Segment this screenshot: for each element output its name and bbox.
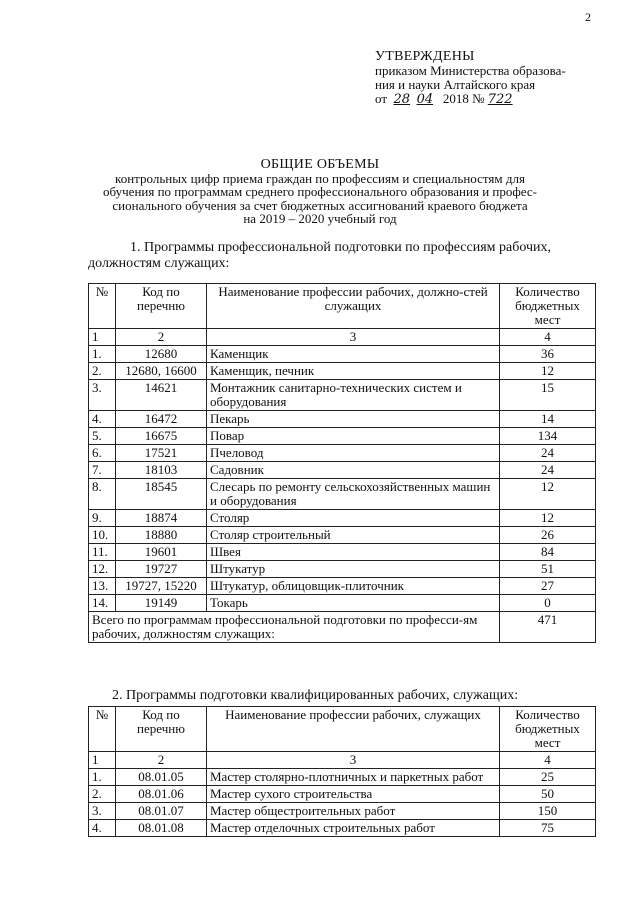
row-name: Монтажник санитарно-технических систем и оборудования: [207, 380, 500, 411]
header-cell: Количество бюджетных мест: [500, 707, 596, 752]
row-quantity: 24: [500, 462, 596, 479]
row-quantity: 12: [500, 479, 596, 510]
approval-date: [375, 92, 625, 107]
row-name: Каменщик, печник: [207, 363, 500, 380]
row-quantity: 84: [500, 544, 596, 561]
row-name: Повар: [207, 428, 500, 445]
row-name: Штукатур: [207, 561, 500, 578]
row-number: 6.: [89, 445, 116, 462]
table-row: [89, 544, 596, 561]
row-name: Штукатур, облицовщик-плиточник: [207, 578, 500, 595]
date-day: 28: [393, 92, 411, 107]
header-cell: Количество бюджетных мест: [500, 284, 596, 329]
row-code: 08.01.07: [116, 803, 207, 820]
numbering-cell: 3: [207, 329, 500, 346]
row-code: 18880: [116, 527, 207, 544]
table-row: [89, 428, 596, 445]
table-header-row: [89, 284, 596, 329]
row-quantity: 134: [500, 428, 596, 445]
row-number: 9.: [89, 510, 116, 527]
section-1-title: [88, 240, 598, 272]
row-name: Мастер столярно-плотничных и паркетных работ: [207, 769, 500, 786]
total-value: 471: [500, 612, 596, 643]
row-quantity: 12: [500, 363, 596, 380]
row-code: 18545: [116, 479, 207, 510]
professions-table-body: [89, 346, 596, 612]
row-code: 08.01.05: [116, 769, 207, 786]
date-month: 04: [416, 92, 434, 107]
approval-line-1: приказом Министерства образова-: [375, 63, 566, 78]
row-quantity: 24: [500, 445, 596, 462]
row-number: 3.: [89, 803, 116, 820]
row-quantity: 51: [500, 561, 596, 578]
numbering-cell: 4: [500, 329, 596, 346]
qualified-workers-table-body: [89, 769, 596, 837]
header-cell: №: [89, 707, 116, 752]
table-row: [89, 510, 596, 527]
row-code: 19149: [116, 595, 207, 612]
date-prefix: от: [375, 91, 388, 106]
row-quantity: 50: [500, 786, 596, 803]
row-name: Мастер общестроительных работ: [207, 803, 500, 820]
numbering-cell: 1: [89, 329, 116, 346]
table-row: [89, 380, 596, 411]
table-header-row: [89, 707, 596, 752]
row-code: 08.01.06: [116, 786, 207, 803]
row-quantity: 36: [500, 346, 596, 363]
row-name: Столяр строительный: [207, 527, 500, 544]
header-cell: №: [89, 284, 116, 329]
row-number: 10.: [89, 527, 116, 544]
row-quantity: 26: [500, 527, 596, 544]
numbering-cell: 1: [89, 752, 116, 769]
numbering-cell: 2: [116, 329, 207, 346]
table-numbering-row: [89, 752, 596, 769]
table-row: [89, 527, 596, 544]
row-number: 4.: [89, 820, 116, 837]
row-quantity: 0: [500, 595, 596, 612]
row-code: 12680: [116, 346, 207, 363]
professions-table: [88, 283, 596, 643]
order-number: 722: [487, 92, 513, 107]
heading-line-4: на 2019 – 2020 учебный год: [243, 211, 397, 226]
row-code: 12680, 16600: [116, 363, 207, 380]
table-row: [89, 578, 596, 595]
table-row: [89, 786, 596, 803]
row-number: 11.: [89, 544, 116, 561]
table-row: [89, 346, 596, 363]
date-year: 2018 №: [442, 91, 485, 106]
row-number: 7.: [89, 462, 116, 479]
table-row: [89, 595, 596, 612]
row-quantity: 12: [500, 510, 596, 527]
approval-title: УТВЕРЖДЕНЫ: [375, 49, 475, 64]
table-row: [89, 363, 596, 380]
row-quantity: 25: [500, 769, 596, 786]
row-quantity: 27: [500, 578, 596, 595]
header-cell: Наименование профессии рабочих, служащих: [207, 707, 500, 752]
row-code: 16675: [116, 428, 207, 445]
numbering-cell: 3: [207, 752, 500, 769]
heading-line-3: сионального обучения за счет бюджетных ассигнований краевого бюджета: [112, 197, 528, 213]
table-row: [89, 820, 596, 837]
document-heading: [85, 158, 555, 226]
qualified-workers-table: [88, 706, 596, 837]
row-quantity: 15: [500, 380, 596, 411]
table-row: [89, 561, 596, 578]
table-row: [89, 769, 596, 786]
row-name: Каменщик: [207, 346, 500, 363]
header-cell: Наименование профессии рабочих, должно-стей служащих: [207, 284, 500, 329]
page-number: 2: [585, 10, 591, 24]
row-number: 13.: [89, 578, 116, 595]
row-name: Слесарь по ремонту сельскохозяйственных машин и оборудования: [207, 479, 500, 510]
heading-line-1: контрольных цифр приема граждан по профессиям и специальностям для: [115, 170, 525, 186]
header-cell: Код по перечню: [116, 284, 207, 329]
row-name: Столяр: [207, 510, 500, 527]
section-2-title: 2. Программы подготовки квалифицированных рабочих, служащих:: [112, 688, 519, 703]
row-number: 5.: [89, 428, 116, 445]
row-number: 2.: [89, 363, 116, 380]
row-number: 4.: [89, 411, 116, 428]
row-number: 12.: [89, 561, 116, 578]
table-total-row: [89, 612, 596, 643]
row-quantity: 150: [500, 803, 596, 820]
row-name: Мастер отделочных строительных работ: [207, 820, 500, 837]
row-name: Садовник: [207, 462, 500, 479]
row-name: Швея: [207, 544, 500, 561]
row-name: Пекарь: [207, 411, 500, 428]
row-code: 08.01.08: [116, 820, 207, 837]
row-name: Пчеловод: [207, 445, 500, 462]
row-code: 18874: [116, 510, 207, 527]
heading-main: ОБЩИЕ ОБЪЕМЫ: [260, 157, 380, 172]
table-row: [89, 462, 596, 479]
row-code: 14621: [116, 380, 207, 411]
row-name: Токарь: [207, 595, 500, 612]
row-code: 19601: [116, 544, 207, 561]
approval-block: [375, 50, 625, 107]
row-quantity: 75: [500, 820, 596, 837]
row-code: 19727: [116, 561, 207, 578]
section-1-title-line-2: должностям служащих:: [88, 256, 230, 271]
row-number: 2.: [89, 786, 116, 803]
row-code: 19727, 15220: [116, 578, 207, 595]
table-row: [89, 479, 596, 510]
row-number: 8.: [89, 479, 116, 510]
numbering-cell: 4: [500, 752, 596, 769]
approval-line-2: ния и науки Алтайского края: [375, 77, 536, 92]
row-number: 3.: [89, 380, 116, 411]
section-1-title-line-1: 1. Программы профессиональной подготовки по профессиям рабочих,: [130, 240, 552, 255]
table-numbering-row: [89, 329, 596, 346]
row-number: 1.: [89, 769, 116, 786]
row-name: Мастер сухого строительства: [207, 786, 500, 803]
table-row: [89, 445, 596, 462]
numbering-cell: 2: [116, 752, 207, 769]
row-code: 17521: [116, 445, 207, 462]
row-code: 18103: [116, 462, 207, 479]
table-row: [89, 803, 596, 820]
row-code: 16472: [116, 411, 207, 428]
row-quantity: 14: [500, 411, 596, 428]
row-number: 14.: [89, 595, 116, 612]
total-label: Всего по программам профессиональной подготовки по професси-ям рабочих, должностям служащих:: [89, 612, 500, 643]
row-number: 1.: [89, 346, 116, 363]
table-row: [89, 411, 596, 428]
heading-line-2: обучения по программам среднего профессионального образования и профес-: [103, 184, 537, 199]
header-cell: Код по перечню: [116, 707, 207, 752]
